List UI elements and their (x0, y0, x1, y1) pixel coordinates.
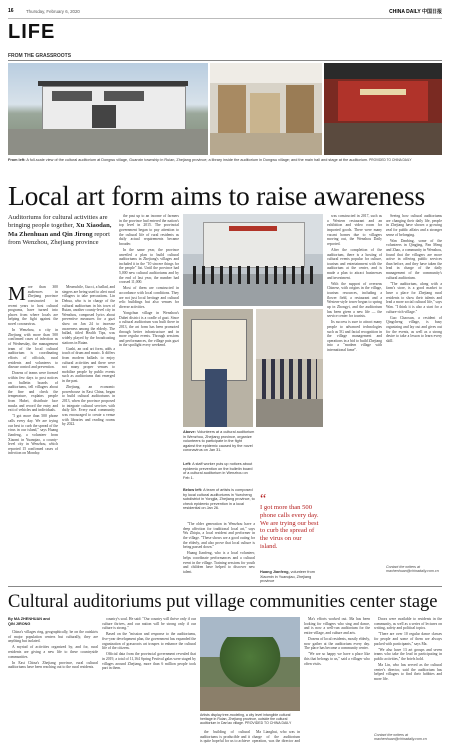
paragraph: Guzhi, an oral art form, adds a touch of drum and music. It differs from modern ballads to enjoy cultural activities and there were not many proper venues to mobilize people by public events such as auditoriums that emerged in the past. (62, 346, 115, 383)
page-header (8, 4, 442, 19)
paragraph: Seeing how cultural auditoriums are changing their daily life, people in Zhejiang have shown a growing zeal for public affairs and a stronger sense of belonging. (386, 214, 442, 237)
page-number: 16 (8, 8, 14, 14)
paragraph: the building of cultural auditoriums is producible and it is quite hopeful for us to achieve (200, 730, 250, 744)
paragraph: Its success is sure to attract many people to advanced technologies such as 5G and facial recognition in the village management and operations in a bid to build Zhejiang into a "modern village with international fame". (327, 320, 382, 352)
photo-auditorium-exterior (8, 63, 208, 155)
article-column (102, 617, 196, 742)
caption-text: Volunteers at a cultural auditorium in Wenzhou, Zhejiang province, organize volunteers to participate in the fight against the epidemic caused by the novel coronavirus on Jan 31. (183, 430, 255, 453)
article-column (62, 285, 115, 575)
paragraph: Meanwhile, Gucci, a ballad, and singers are being used to alert rural villagers to take precautions. Lin Dehua, who is in charge of the cultural auditorium in his town of Ruian, another county-level city in Wenzhou, composed lyrics about preventive measures for a guzi show on Jan 24 to increase awareness among the elderly. The ballad, titled Health Tips, was widely played by the broadcasting stations in Ruian. (62, 285, 115, 345)
second-headline: Cultural auditoriums put village communities center stage (8, 592, 438, 612)
article-column (119, 214, 179, 576)
article-column (374, 617, 442, 731)
contact-note: Contact the writers at maxhenhuan@chinadaily.com.cn (386, 565, 439, 574)
article-column (327, 214, 382, 576)
article-column (252, 730, 300, 744)
photo-caption (183, 488, 255, 511)
paragraph: In East China's Zhejiang province, rural cultural auditoriums have been reaching out to the rural residents. (8, 660, 98, 670)
brand-name: CHINA DAILY 中国日报 (389, 9, 442, 15)
paragraph: Ma Lin, who has served as the cultural center's director, said the auditorium has helped villagers to find their hobbies and more life. (374, 663, 442, 681)
paragraph: Doors were available to residents in the community, as well as a series of lectures on writing, safety and political topics. (374, 617, 442, 631)
photo-staff-notice (183, 309, 253, 427)
paragraph: country's soul. He said: "Our country will thrive only if our culture thrives, and our nation will be strong only if our culture is strong." (102, 617, 196, 631)
quote-mark: “ (260, 492, 267, 507)
byline: By MA ZHENHUAN and QIN JIRONG (8, 617, 50, 626)
paragraph: "We also have 13 art groups and seven teams who take the lead in participating in public activities," the briefs hold. (374, 647, 442, 661)
paragraph: Wan Danbing, some of the volunteers in Qingjing, Pan Meng and Zhao, a community in Wenzhou, found that the villagers are more active in offering public services than before, and they have taken the lead in charge of the daily management of the community's cultural auditorium. (386, 238, 442, 280)
main-headline: Local art form aims to raise awareness (8, 180, 425, 211)
divider (8, 586, 442, 587)
deck-line: report from Wenzhou, Zhejiang province (8, 230, 110, 247)
paragraph: Ma's efforts worked out. Ma has been looking for villagers who sing and dance, and is now a well-run auditorium for the entire village, and culture and arts. (304, 617, 370, 635)
caption-lead: From left: (8, 158, 26, 162)
photo-volunteers (183, 214, 323, 306)
top-photo-caption (8, 158, 442, 163)
divider (8, 60, 442, 61)
caption-text: A full-scale view of the cultural auditorium at Dongwu village, Guanxin township in Ruian, Zhejiang province; a library inside the auditorium in Dongwu village; and the main hall and stage at the auditorium. (26, 158, 369, 162)
contact-note: Contact the writers at maxhenhuan@chinadaily.com.cn (374, 733, 427, 742)
paragraph: Yongchun village in Wenzhou's Dubei district is a cradle of guzi. Since a cultural auditorium was built there in 2013, the art form has been promoted through better infrastructure and in more regular events. Through sessions and performances, the village puts guzi in the spotlight every weekend. (119, 311, 179, 348)
photo-caption (183, 430, 255, 453)
section-kicker: FROM THE GRASSROOTS (8, 53, 72, 59)
paragraph: "There are over 10 regular dance classes for people and some of them are always packed with participants," says Ma. (374, 632, 442, 646)
quote-author-title: volunteer from Xiaomin in Yuanqiao, Zhejiang province (260, 570, 315, 584)
caption-text: Artists display tree-modeling, a city level intangible cultural heritage in Ruian, Zhejiang province, outside the cultural auditorium in Dan'ao village. (200, 713, 291, 726)
quote-author: Huang Jianfeng, (260, 570, 290, 574)
paragraph: Huang Jianfeng, who is a local volunteer, helps coordinate performances and a cultural event in the village. Training sessions for youth and children have helped to discover new talent. (183, 551, 255, 574)
article-column (8, 285, 58, 575)
paragraph: In the same year, the province unveiled a plan to build cultural auditoriums in Zhejiang's villages and included it in the "10 sincere things for the people" list. Until the province had 5,000 new cultural auditoriums and by the end of last year, the number had crossed 11,000. (119, 247, 179, 285)
paragraph: China's villages ring, geographically, be on the outskirts of major population centers but culturally, they are anything but isolated. (8, 630, 98, 644)
drop-cap: M (8, 285, 26, 305)
paragraph: Dozens of local residents, mostly elderly, now gather at the auditorium every day. The place has become a community center. (304, 637, 370, 651)
article-column (386, 214, 442, 562)
paragraph: Dozens of teams were formed within few days to post notices on bulletin boards of auditoriums, tell villagers about the fine and check the temperature, explains people from Hubei, distribute face masks and record the entry and exit of vehicles and individuals. (8, 371, 58, 413)
issue-date: Thursday, February 6, 2020 (26, 9, 80, 14)
pull-quote: I got more than 500 phone calls every day. We are trying our best to curb the spread of the virus on our island. (260, 504, 319, 550)
caption-lead: Left: (183, 462, 192, 466)
caption-credit: PROVIDED TO CHINA DAILY (369, 158, 412, 162)
paragraph: "The older generation in Wenzhou have a deep affection for traditional local art," says Wu Zhiqiu, a local resident and performer in the village. "These shows are a good outing for the elderly, and also prove that local culture is being passed down." (183, 522, 255, 550)
photo-caption (183, 462, 255, 480)
photo-auditorium-stage (324, 63, 442, 155)
paragraph: was constructed in 2017, such as a Western restaurant and an exhibition and video room for imported goods. There were many vacant homes due to villagers moving out, the Wenzhou Daily reported. (327, 214, 382, 246)
deck (8, 214, 116, 248)
paragraph: Most of them are constructed in accordance with local conditions. They are not just local heritage and cultural relic buildings but also venues for diverse activities. (119, 286, 179, 309)
paragraph: "I got more than 500 phone calls every day. We are trying our best to curb the spread of the virus in our island," says Huang Jianfeng, a volunteer from Xiaomi in Yuanqiao, a county-level city in Wenzhou, which reported 15 confirmed cases of infection on Monday. (8, 414, 58, 456)
article-column (304, 617, 370, 742)
article-column (183, 522, 255, 576)
paragraph: Zhejiang, an economic powerhouse in East China, began to build cultural auditoriums in 2013, when the province proposed to integrate cultural services with daily life. Every rural community was encouraged to create a venue with libraries and reading rooms by 2022. (62, 385, 115, 427)
caption-credit: PROVIDED TO CHINA DAILY (244, 721, 292, 726)
paragraph: A myriad of activities organized by, and for, rural residents are giving a new life to these countryside communities. (8, 645, 98, 659)
caption-text: A staff worker puts up notices about epidemic prevention on the bulletin board of a cultural auditorium in Wenzhou on Feb 1. (183, 462, 253, 480)
paragraph: Official data from the provincial government revealed that in 2019, a total of 11,164 Spring Festival galas were staged by villages around Zhejiang, more than 6 million people took part in them. (102, 652, 196, 671)
caption-lead: Above: (183, 430, 196, 434)
paragraph: "The auditorium, along with a farm's store, is a good market to have a place for Zhejiang rural residents to show their talents and lead a more social cultural life," says Wan. "I think it is also a start for a culture-rich village." (386, 281, 442, 314)
paragraph: In Wenzhou, a city in Zhejiang with more than 500 confirmed cases of infection as of Wednesday, the management team of the local cultural auditorium is coordinating efforts of officials, rural residents and volunteers to disease control and prevention. (8, 328, 58, 370)
photo-artists-team (256, 309, 323, 427)
caption-text: A team of artists is composed by local cultural auditoriums in Yuecheng subdistrict in Yongjia, Zhejiang province, to check epidemic prevention in a local residential on Jan 26. (183, 488, 255, 511)
deck-authors: Xu Xiaodan, Ma Zhenhuan and Qin Jirong (8, 222, 112, 238)
quote-attribution (260, 570, 320, 584)
paragraph: Ma Lianghui, who was in charge of the auditorium operation, was the director and (252, 730, 300, 744)
paragraph: Guo Chaoxun, a resident of Qingcheng village, is busy organizing and lay out and gives out for the events, as well as a strong desire to take a lesson to learn every skill. (386, 315, 442, 343)
paragraph: the past up to an income of farmers in the province had entered the nation's top level in 2015. The provincial government began to pay attention to the cultural life of rural residents as daily actual requirements became broader. (119, 214, 179, 246)
paragraph: After the completion of the auditorium, there is a hosting of cultural events popular for culture, tourism and entertainment with the auditorium at the center, and is made a plan to attract businesses and investment. (327, 247, 382, 280)
photo-tree-modeling (200, 617, 300, 711)
article-column (200, 730, 250, 744)
paragraph: With the support of overseas Chinese, with origins in the village, tourism resources, including a flower field, a restaurant and a Western-style tower began to spring up in Zhongyi, and the auditorium has been given a new life — the service center for tourists. (327, 281, 382, 319)
paragraph: Based on the "mission and response to the auditoriums, five-year development plan, the government has expanded the organization of grassroots art troupes to enhance the cultural life of the citizens. (102, 632, 196, 651)
photo-caption (200, 713, 300, 726)
photo-auditorium-library (210, 63, 322, 155)
article-column (8, 630, 98, 742)
paragraph: ore than 300 audiences in Zhejiang province constructed in recent years to host cultural programs, have turned into places from where locals are helping the fight against the novel coronavirus. (8, 285, 58, 326)
caption-lead: Below left: (183, 488, 203, 492)
paragraph: "We are so happy we have a place like this that belongs to us," said a villager who often visits. (304, 652, 370, 666)
section-title: LIFE (8, 21, 56, 43)
deck-line: Auditoriums for cultural activities are bringing people together, (8, 214, 108, 230)
